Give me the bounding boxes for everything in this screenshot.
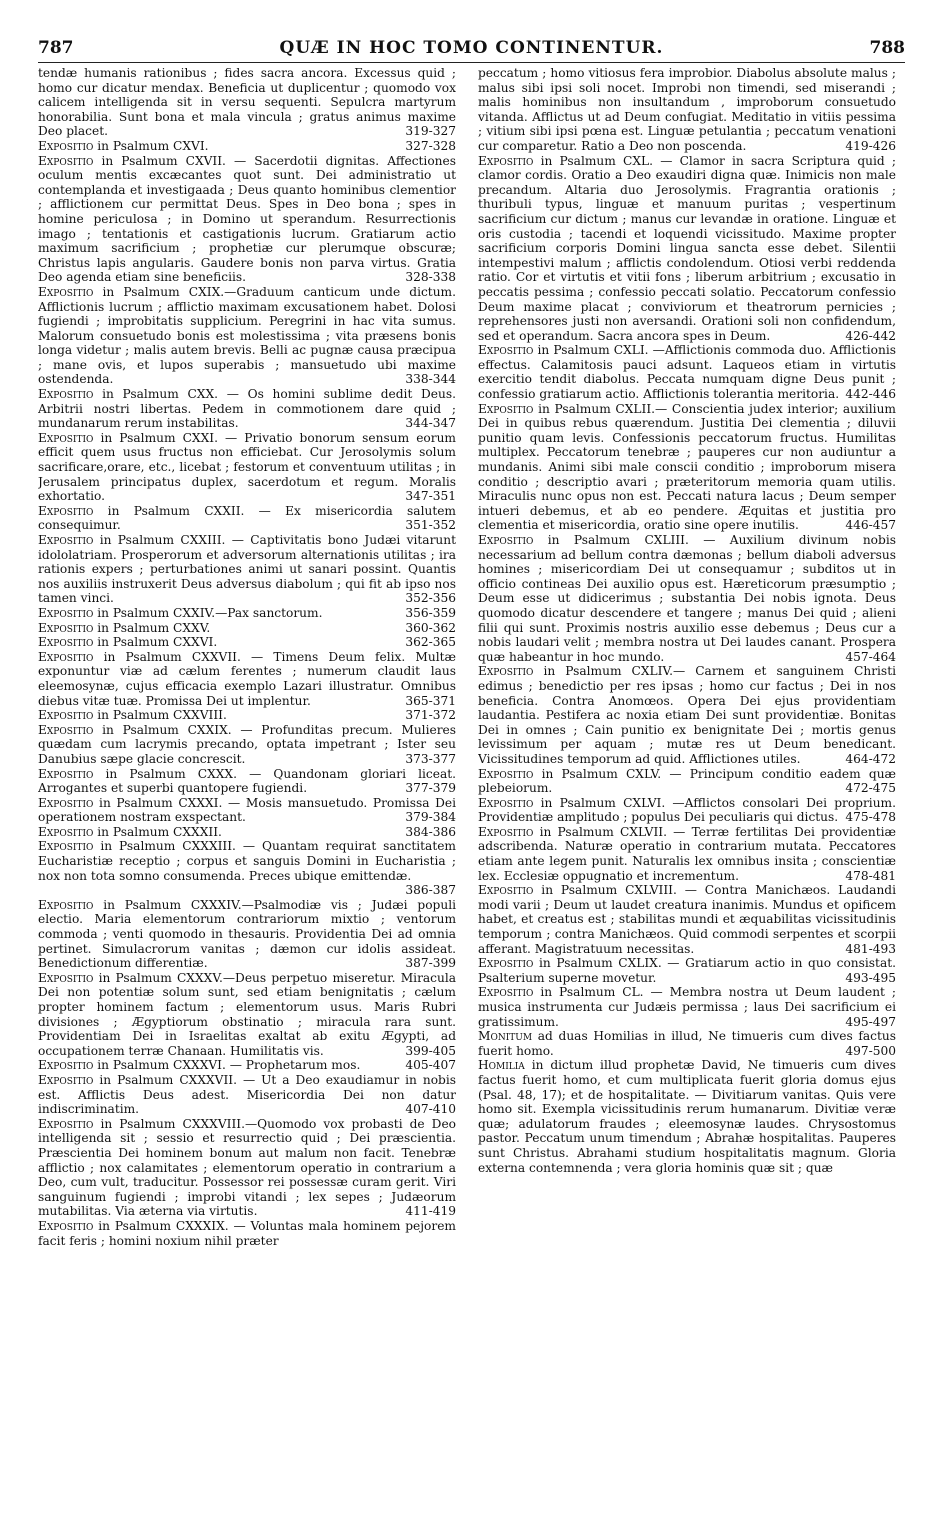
entry-heading: Expositio [38,722,103,737]
toc-entry [38,606,456,621]
toc-entry [38,621,456,636]
entry-heading: Expositio [478,343,538,358]
entry-heading: Expositio [38,620,98,635]
right-column [478,66,896,1506]
entry-heading: Expositio [478,153,541,168]
toc-entry [38,825,456,840]
entry-page-range: 442-446 [845,387,896,402]
entry-page-range: 351-352 [405,518,456,533]
entry-page-range: 319-327 [405,124,456,139]
entry-text: in Psalmum CXLV. — Principum conditio eadem quæ plebeiorum. [478,766,896,796]
entry-page-range: 344-347 [405,416,456,431]
entry-text: in Psalmum CXXI. — Privatio bonorum sensum eorum efficit quem usus fructus non efficiebat. Cur Jerosolymis solum sacrificare,orare, etc., licebat ; festorum et conventuum utilitas ; in Jerusalem principatus duplex, sacerdotum et regum. Moralis exhortatio. [38,430,456,504]
entry-heading: Expositio [38,153,102,168]
entry-page-range: 464-472 [845,751,896,766]
entry-text: in Psalmum CXLVI. —Afflictos consolari Dei proprium. Providentiæ amplitudo ; populus Dei peculiaris qui dictus. [478,795,896,825]
toc-entry [38,767,456,796]
entry-text: in Psalmum CXXXVII. — Ut a Deo exaudiamur in nobis est. Afflictis Deus adest. Misericordia Dei non datur indiscriminatim. [38,1072,456,1117]
entry-heading: Expositio [38,284,103,299]
page-header [38,38,905,62]
toc-entry [38,431,456,504]
entry-text: in Psalmum CXVII. — Sacerdotii dignitas. Affectiones oculum mentis excæcantes quot sunt. Dei administratio ut contemplanda et investigaada ; Deus quanto hominibus clementior ; afflictionem cur permittat Deus. Spes in Deo bona ; spes in homine periculosa ; in Domino ut sperandum. Resurrectionis imago ; tentationis et castigationis lucrum. Gratiarum actio maximum sacrificium ; prophetiæ cur plerumque obscuræ; Christus lapis angularis. Gaudere bonis non parva virtus. Gratia Deo agenda etiam sine beneficiis. [38,153,456,285]
entry-page-range: 327-328 [405,138,456,153]
entry-text: in Psalmum CXL. — Clamor in sacra Scriptura quid ; clamor cordis. Oratio a Deo exaudiri digna quæ. Inimicis non male precandum. Altaria duo Jerosolymis. Fragrantia orationis ; thuribuli typus, linguæ et manuum puritas ; vespertinum sacrificium cur dictum ; manus cur levandæ in oratione. Linguæ et oris custodia ; tacendi et loquendi vicissitudo. Maxime propter sacrificium corporis Domini lingua sancta esse debet. Silentii intempestivi malum ; afflictis condolendum. Otiosi verbi reddenda ratio. Cor et virtutis et vitii fons ; liberum arbitrium ; excusatio in peccatis pessima ; confessio peccati solatio. Peccatorum confessio Deum maxime placat ; conviviorum et theatrorum pernicies ; reprehensores justi non aversandi. Orationi soli non confidendum, sed et operandum. Sacra ancora spes in Deum. [478,153,896,343]
header-rule [38,62,905,63]
entry-heading: Expositio [38,824,98,839]
entry-page-range: 379-384 [405,810,456,825]
entry-text: peccatum ; homo vitiosus fera improbior. Diabolus absolute malus ; malus sibi ipsi soli nocet. Improbi non timendi, sed miserandi ; malis hominibus non insultandum , improborum consuetudo vitanda. Afflictus ut ad Deum confugiat. Meditatio in vitiis pessima ; vitium sibi ipsi pœna est. Linguæ petulantia ; peccatum venationi cur comparetur. Ratio a Deo non poscenda. [478,66,896,153]
entry-text: in dictum illud prophetæ David, Ne timueris cum dives factus fuerit homo, et cum multiplicata fuerit gloria domus ejus (Psal. 48, 17); et de hospitalitate. — Divitiarum vanitas. Quis vere homo sit. Exempla vicissitudinis rerum humanarum. Divitiæ veræ quæ; adulatorum fraudes ; eleemosynæ laudes. Chrysostomus pastor. Peccatum unum timendum ; Abrahæ hospitalitas. Pauperes sunt Christus. Abrahami studium hospitalitatis magnum. Gloria externa contemnenda ; vera gloria hominis quæ sit ; quæ [478,1058,896,1175]
entry-text: in Psalmum CXXXIV.—Psalmodiæ vis ; Judæi populi electio. Maria elementorum contrariorum mixtio ; ventorum commoda ; venti quomodo in thesauris. Providentia Dei ad omnia pertinet. Simulacrorum vanitas ; dæmon cur idolis assideat. Benedictionum differentiæ. [38,897,456,971]
entry-heading: Expositio [38,533,100,547]
entry-page-range: 493-495 [845,970,896,985]
entry-heading: Expositio [478,795,541,810]
entry-page-range: 338-344 [405,372,456,387]
entry-text: in Psalmum CXXVII. — Timens Deum felix. Multæ exponuntur viæ ad cælum ferentes ; numerum claudit laus eleemosynæ, cujus efficacia exemplo Lazari illustratur. Omnibus diebus vitæ tuæ. Promissa Dei ut implentur. [38,649,456,708]
entry-heading: Expositio [38,387,103,402]
entry-heading: Expositio [38,649,104,664]
entry-text: in Psalmum CXLIII. — Auxilium divinum nobis necessarium ad bellum contra dæmonas ; bellum diaboli adversus homines ; misericordiam Dei ut consequamur ; subditos ut in officio contineas Dei auxilio opus est. Hæreticorum præsumptio ; Deum esse ut didicerimus ; substantia Dei nobis ignota. Deus quomodo dicatur descendere et tangere ; manus Dei quid ; alieni filii qui sunt. Proximis nostris auxilio esse debemus ; Deus cur a nobis laudari velit ; membra nostra ut Dei laudes canant. Prospera quæ habeantur in hoc mundo. [478,533,896,664]
entry-text: in Psalmum CXXXV.—Deus perpetuo miseretur. Miracula Dei non potentiæ solum sunt, sed etiam benignitatis ; cælum propter hominem factum ; elementorum usus. Maris Rubri divisiones ; Ægyptiorum obstinatio ; miracula rara sunt. Providentiam Dei in Israelitas exaltat ab exitu Ægypti, ad occupationem terræ Chanaan. Humilitatis vis. [38,970,456,1058]
entry-heading: Expositio [38,1058,98,1073]
entry-heading: Expositio [38,635,98,650]
entry-page-range: 373-377 [405,751,456,766]
entry-text: in Psalmum CL. — Membra nostra ut Deum laudent ; musica instrumenta cur Judæis permissa ; laus Dei sacrificium ei gratissimum. [478,985,896,1029]
entry-heading: Expositio [478,824,540,839]
entry-text: in Psalmum CXVI. [97,138,209,153]
entry-page-range: 365-371 [405,693,456,708]
entry-page-range: 405-407 [405,1058,456,1073]
entry-text: in Psalmum CXXXII. [97,824,222,839]
entry-heading: Expositio [38,766,106,781]
toc-entry [38,971,456,1059]
entry-text: in Psalmum CXIX.—Graduum canticum unde dictum. Afflictionis lucrum ; afflictio maximam excusationem habet. Dolosi fugiendi ; improbitatis supplicium. Peregrini in hac vita sumus. Malorum consuetudo bonis est molestissima ; vita præsens bonis longa videtur ; malis autem brevis. Belli ac pugnæ causa præcipua ; mane ovis, et lupos superabis ; mansuetudo ubi maxime ostendenda. [38,284,456,387]
toc-entry [38,1058,456,1073]
toc-entry [478,533,896,664]
entry-heading: Expositio [38,708,98,723]
toc-entry [478,883,896,956]
entry-page-range: 384-386 [405,824,456,839]
toc-entry [478,825,896,883]
entry-heading: Expositio [38,1116,101,1131]
entry-heading: Expositio [38,605,98,620]
entry-heading: Expositio [38,1218,99,1233]
entry-text: in Psalmum CXXIV.—Pax sanctorum. [97,605,323,620]
entry-page-range: 371-372 [405,708,456,723]
entry-page-range: 352-356 [405,591,456,606]
toc-entry [478,66,896,154]
entry-page-range: 356-359 [405,605,456,620]
entry-page-range: 399-405 [405,1043,456,1058]
entry-text: in Psalmum CXXXVI. — Prophetarum mos. [97,1058,361,1073]
entry-text: in Psalmum CXXXVIII.—Quomodo vox probasti de Deo intelligenda sit ; sessio et resurrectio quid ; Dei præscientia. Præscientia Dei hominem bonum aut malum non facit. Tenebræ afflictio ; nox calamitates ; elementorum operatio in contrarium a Deo, cum vult, traducitur. Possessor rei possessæ curam gerit. Viri sanguinum fugiendi ; improbi vitandi ; lex sepes ; Judæorum mutabilitas. Via æterna via virtutis. [38,1116,456,1219]
entry-page-range: 362-365 [405,635,456,650]
entry-text: in Psalmum CXXV. [97,620,211,635]
entry-heading: Expositio [478,883,542,898]
entry-page-range: 446-457 [845,518,896,533]
toc-entry [38,1117,456,1219]
entry-heading: Expositio [478,985,541,1000]
entry-page-range: 419-426 [845,138,896,153]
entry-text: in Psalmum CXLVIII. — Contra Manichæos. Laudandi modi varii ; Deum ut laudet creatura inanimis. Mundus et opificem habet, et creatus est ; stabilitas mundi et æquabilitas vicissitudinis temporum ; contra Manichæos. Quid commodi serpentes et scorpii afferant. Magistratuum necessitas. [478,883,896,956]
toc-entry [38,1073,456,1117]
toc-entry [38,66,456,139]
entry-page-range: 360-362 [405,620,456,635]
entry-text: tendæ humanis rationibus ; fides sacra ancora. Excessus quid ; homo cur dicatur mendax. Beneficia ut duplicentur ; quomodo vox calicem intelligenda sit in versu sequenti. Sepulcra martyrum honorabilia. Sunt bona et mala vincula ; gratus animus maxime Deo placet. [38,66,456,139]
entry-heading: Monitum [478,1029,538,1044]
toc-entry [38,898,456,971]
entry-heading: Expositio [38,795,100,810]
page-number-right: 788 [869,38,905,58]
entry-heading: Expositio [478,766,542,781]
toc-entry [38,139,456,154]
entry-page-range: 386-387 [405,883,456,898]
toc-entry [38,154,456,285]
page-number-left: 787 [38,38,74,58]
toc-entry [38,504,456,533]
entry-text: in Psalmum CXXVIII. [97,708,227,723]
entry-heading: Expositio [478,401,539,416]
entry-page-range: 407-410 [405,1102,456,1117]
toc-entry [38,708,456,723]
toc-entry [478,664,896,766]
entry-page-range: 472-475 [845,781,896,796]
entry-text: in Psalmum CXXXIII. — Quantam requirat sanctitatem Eucharistiæ receptio ; corpus et sanguis Domini in Eucharistia ; nox non tota somno consumenda. Preces ubique emittendæ. [38,839,456,883]
entry-page-range: 328-338 [405,270,456,285]
entry-text: in Psalmum CXLIX. — Gratiarum actio in quo consistat. Psalterium superne movetur. [478,956,896,985]
toc-entry [478,985,896,1029]
entry-text: in Psalmum CXLVII. — Terræ fertilitas Dei providentiæ adscribenda. Naturæ operatio in contrarium mutata. Peccatores etiam ante legem punit. Naturalis lex omnibus insita ; conscientiæ lex. Ecclesiæ oppugnatio et incrementum. [478,824,896,883]
toc-entry [38,839,456,897]
entry-text: ad duas Homilias in illud, Ne timueris cum dives factus fuerit homo. [478,1029,896,1058]
running-title: QUÆ IN HOC TOMO CONTINENTUR. [279,38,664,58]
entry-page-range: 387-399 [405,956,456,971]
entry-text: in Psalmum CXLIV.— Carnem et sanguinem Christi edimus ; benedictio per res ipsas ; homo cur factus ; Dei in nos beneficia. Contra Anomœos. Opera Dei ejus providentiam laudantia. Pestifera ac noxia etiam Dei sunt providentiæ. Bonitas Dei in omnes ; Cain punitio ex benignitate Dei ; mortis genus levissimum per aquam ; mutæ res ut Deum benedicant. Vicissitudines temporum ad quid. Afflictiones utiles. [478,664,896,766]
entry-page-range: 481-493 [845,941,896,956]
entry-text: in Psalmum CXXIX. — Profunditas precum. Mulieres quædam cum lacrymis precando, optata impetrant ; Ister seu Danubius sæpe glacie concrescit. [38,722,456,766]
entry-heading: Expositio [38,970,99,985]
entry-heading: Expositio [38,1072,100,1087]
entry-page-range: 497-500 [845,1043,896,1058]
entry-text: in Psalmum CXLII.— Conscientia judex interior; auxilium Dei in quibus rebus quærendum. Justitia Dei clementia ; diluvii punitio quam levis. Confessionis peccatorum fructus. Humilitas multiplex. Peccatorum tenebræ ; pauperes cur non audiuntur a mundanis. Animi sibi male conscii conditio ; improborum misera conditio ; descriptio avari ; præteritorum memoria quam utilis. Miraculis nunc opus non est. Peccati natura lacus ; Deum semper intueri debemus, et ab eo pendere. Æquitas et justitia pro clementia et misericordia, oratio sine opere inutilis. [478,401,896,533]
entry-page-range: 411-419 [405,1204,456,1219]
entry-page-range: 475-478 [845,810,896,825]
toc-entry [38,285,456,387]
toc-entry [478,1058,896,1175]
entry-text: in Psalmum CXXXIX. — Voluntas mala hominem pejorem facit feris ; homini noxium nihil præter [38,1218,456,1248]
toc-entry [478,956,896,985]
toc-entry [38,635,456,650]
entry-text: in Psalmum CXXXI. — Mosis mansuetudo. Promissa Dei operationem nostram exspectant. [38,795,456,825]
entry-heading: Expositio [478,533,548,547]
entry-heading: Expositio [38,897,104,912]
entry-page-range: 347-351 [405,489,456,504]
toc-entry [38,796,456,825]
entry-heading: Expositio [478,664,544,679]
entry-page-range: 377-379 [405,781,456,796]
entry-text: in Psalmum CXLI. —Afflictionis commoda duo. Afflictionis effectus. Calamitosis pauci adsunt. Laqueos etiam in virtutis exercitio tendit diabolus. Peccata numquam digne Deus punit ; confessio gratiarum actio. Afflictionis tolerantia meritoria. [478,343,896,402]
left-column [38,66,456,1506]
toc-entry [38,650,456,708]
entry-heading: Expositio [478,956,540,971]
toc-entry [38,387,456,431]
entry-page-range: 426-442 [845,328,896,343]
entry-heading: Expositio [38,503,108,518]
entry-text: in Psalmum CXXVI. [97,635,218,650]
entry-heading: Expositio [38,138,98,153]
entry-text: in Psalmum CXXIII. — Captivitatis bono Judæi vitarunt idololatriam. Prosperorum et adversorum alternationis utilitas ; ira rationis expers ; perturbationes animi ut sanari possint. Quantis nos auxiliis instruxerit Deus adversus diabolum ; qui fit ab ipso nos tamen vinci. [38,533,456,606]
entry-heading: Expositio [38,430,101,445]
entry-text: in Psalmum CXXX. — Quandonam gloriari liceat. Arrogantes et superbi quantopere fugiendi. [38,766,456,796]
entry-heading: Expositio [38,839,101,854]
entry-page-range: 495-497 [845,1014,896,1029]
toc-entry [38,533,456,606]
toc-entry [38,1219,456,1248]
toc-entry [478,343,896,401]
toc-entry [38,723,456,767]
entry-text: in Psalmum CXX. — Os homini sublime dedit Deus. Arbitrii nostri libertas. Pedem in commotionem dare quid ; mundanarum rerum instabilitas. [38,387,456,431]
toc-entry [478,154,896,344]
entry-heading: Homilia [478,1058,532,1073]
toc-entry [478,402,896,533]
toc-entry [478,796,896,825]
toc-entry [478,767,896,796]
entry-text: in Psalmum CXXII. — Ex misericordia salutem consequimur. [38,503,456,533]
entry-page-range: 478-481 [845,868,896,883]
toc-entry [478,1029,896,1058]
entry-page-range: 457-464 [845,649,896,664]
